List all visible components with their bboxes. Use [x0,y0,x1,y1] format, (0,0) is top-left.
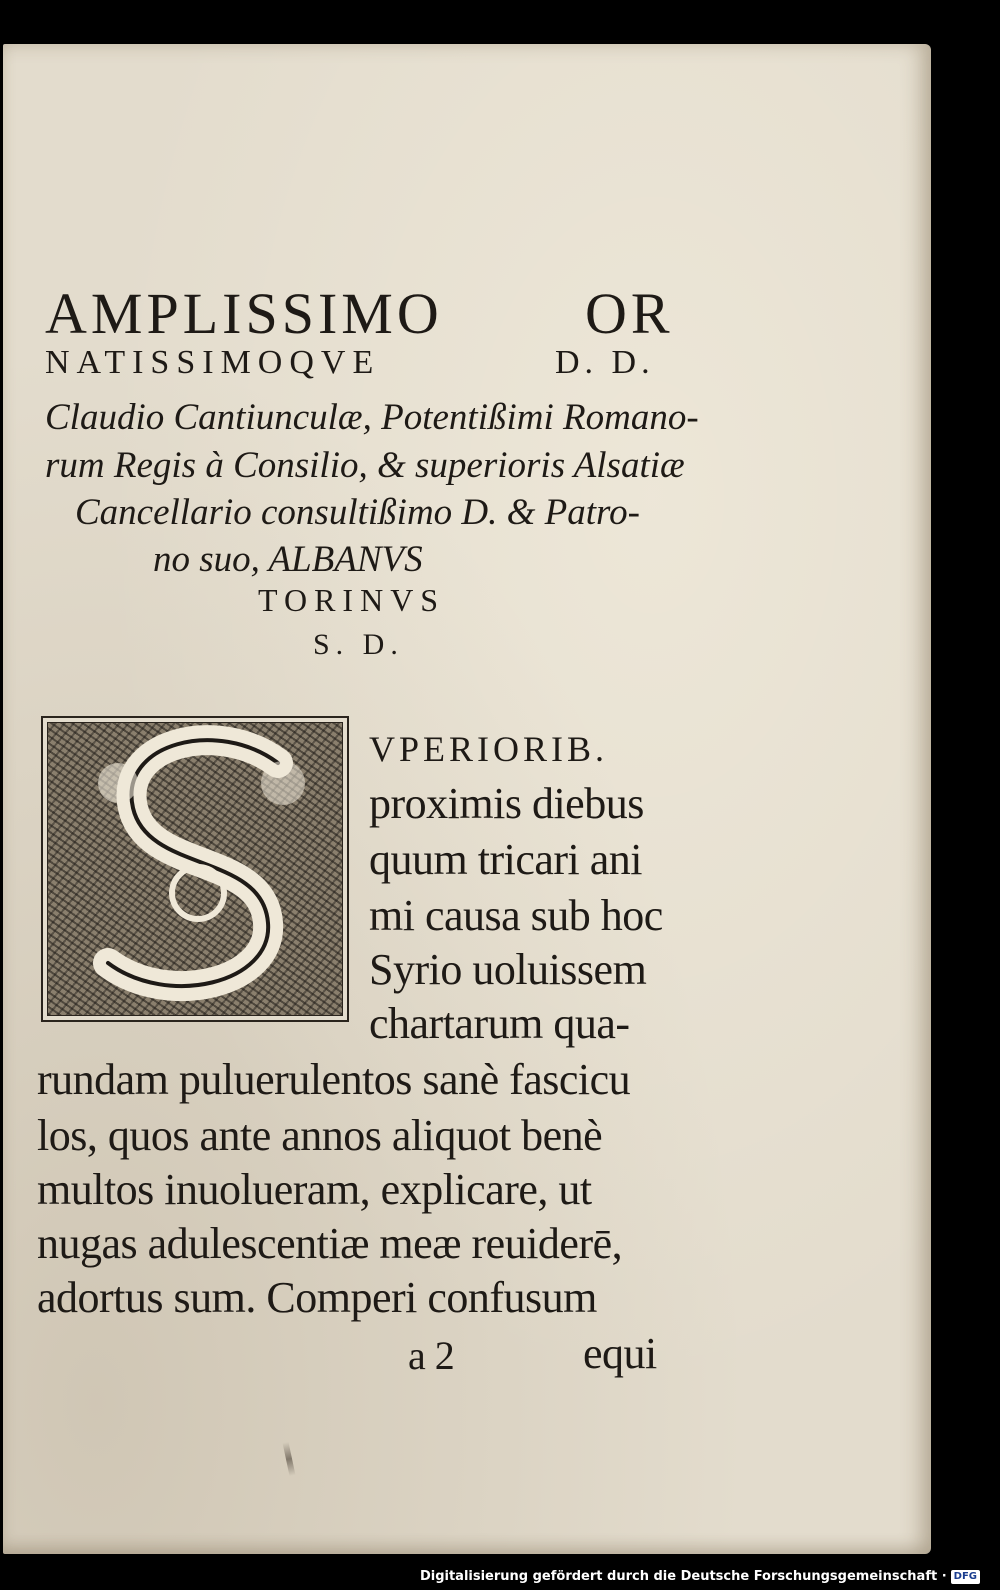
body-line-6: chartarum qua- [369,999,630,1048]
title-line-2-right: D. D. [555,344,655,381]
ink-smudge [283,1442,296,1477]
title-line-1-right: OR [585,281,674,346]
address-line-5: Cancellario consultißimo D. & Patro- [75,492,640,533]
woodcut-ornament [47,722,343,1016]
address-line-3: Claudio Cantiunculæ, Potentißimi Romano- [45,397,699,438]
signature-mark: a 2 [408,1333,455,1378]
address-line-6: no suo, ALBANVS [153,539,423,580]
body-line-2: proximis diebus [369,779,644,828]
digitization-credit [420,1569,980,1584]
body-line-3: quum tricari ani [369,835,643,884]
body-line-10: nugas adulescentiæ meæ reuiderē, [37,1219,623,1268]
body-line-1: VPERIORIB. [369,729,609,769]
initial-s-glyph [48,723,343,1016]
decorated-initial-s [41,716,349,1022]
book-page [3,44,931,1554]
body-line-4: mi causa sub hoc [369,891,663,940]
dfg-logo: DFG [951,1570,980,1584]
catchword: equi [583,1329,657,1378]
title-line-1-left: AMPLISSIMO [45,281,443,346]
title-line-2-left: NATISSIMOQVE [45,344,381,381]
address-line-7: TORINVS [258,582,446,618]
body-line-5: Syrio uoluissem [369,945,647,994]
body-line-11: adortus sum. Comperi confusum [37,1273,597,1322]
body-line-9: multos inuolueram, explicare, ut [37,1165,592,1214]
body-line-7: rundam puluerulentos sanè fascicu [37,1055,631,1104]
body-line-8: los, quos ante annos aliquot benè [37,1111,603,1160]
address-line-4: rum Regis à Consilio, & superioris Alsatiæ [45,445,685,486]
credit-text: Digitalisierung gefördert durch die Deutsche Forschungsgemeinschaft · [419,1569,947,1584]
address-line-8: S. D. [313,628,404,661]
